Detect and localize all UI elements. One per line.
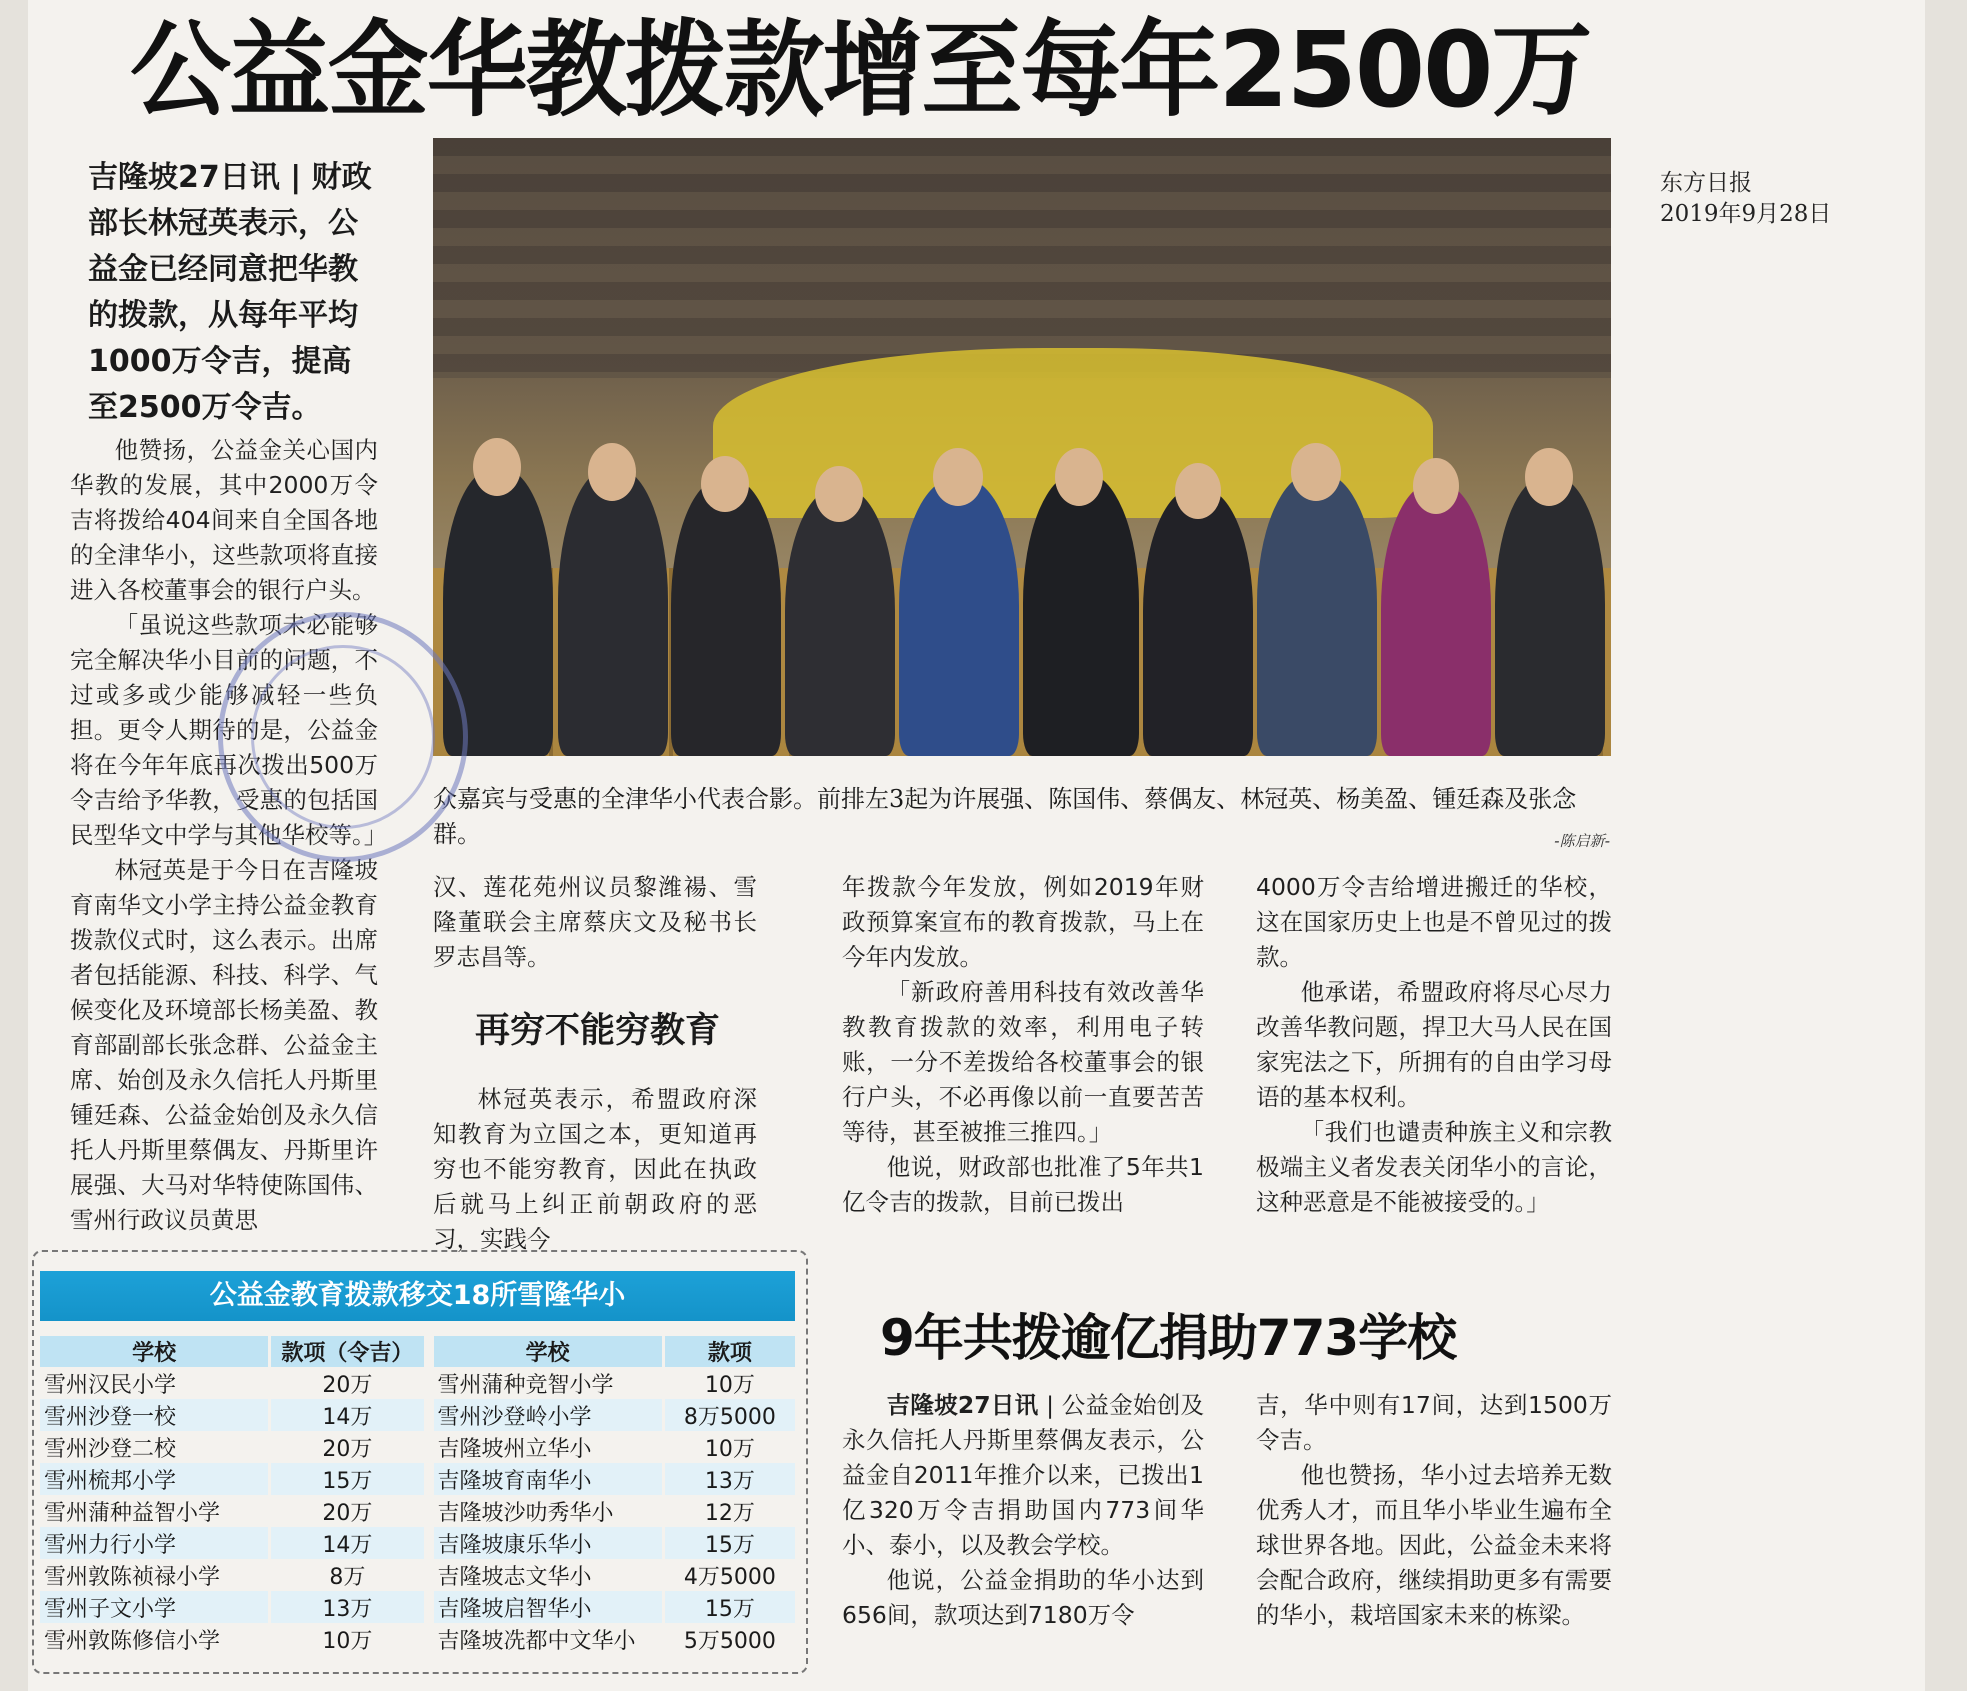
- table-row: [40, 1367, 795, 1399]
- article-column-2-continued: [433, 1082, 757, 1257]
- table-header: 款项: [663, 1336, 795, 1367]
- school-name-cell: 雪州汉民小学: [44, 1372, 177, 1398]
- subheading-1: 再穷不能穷教育: [475, 1011, 721, 1051]
- paragraph: 汉、莲花苑州议员黎潍禓、雪隆董联会主席蔡庆文及秘书长罗志昌等。: [433, 873, 757, 971]
- school-name-cell: 吉隆坡州立华小: [429, 1431, 664, 1463]
- photo-back-rows: [433, 138, 1611, 378]
- photo-front-head: [473, 438, 521, 496]
- photo-front-head: [701, 456, 749, 512]
- amount-cell: 13万: [270, 1591, 429, 1623]
- table-row: [40, 1559, 795, 1591]
- table-row: [40, 1495, 795, 1527]
- article-column-3: [842, 870, 1204, 1220]
- amount-cell: 15万: [270, 1463, 429, 1495]
- school-name-cell: 雪州沙登岭小学: [429, 1399, 664, 1431]
- school-name-cell: 吉隆坡育南华小: [429, 1463, 664, 1495]
- paragraph: 「新政府善用科技有效改善华教教育拨款的效率，利用电子转账，一分不差拨给各校董事会的银行户头，不必再像以前一直要苦苦等待，甚至被推三推四。」: [842, 978, 1204, 1146]
- table-header-row: [40, 1336, 795, 1367]
- paragraph: 林冠英是于今日在吉隆坡育南华文小学主持公益金教育拨款仪式时，这么表示。出席者包括能源、科技、科学、气候变化及环境部长杨美盈、教育部副部长张念群、公益金主席、始创及永久信托人丹斯里锺廷森、公益金始创及永久信托人丹斯里蔡偶友、丹斯里许展强、大马对华特使陈国伟、雪州行政议员黄思: [70, 856, 378, 1234]
- story2-separator: |: [1038, 1391, 1062, 1419]
- amount-cell: 8万5000: [663, 1399, 795, 1431]
- adjacent-article-remnant-right: [1925, 0, 1967, 1691]
- amount-cell: 13万: [663, 1463, 795, 1495]
- story2-column-a: [842, 1388, 1204, 1633]
- story2-dateline: 吉隆坡27日讯: [886, 1391, 1039, 1419]
- table-header: 学校: [40, 1336, 270, 1367]
- paragraph: 4000万令吉给增进搬迁的华校，这在国家历史上也是不曾见过的拨款。: [1256, 873, 1612, 971]
- photo-front-person: [1023, 473, 1139, 756]
- photo-front-person: [443, 468, 553, 756]
- table-header: 款项（令吉）: [270, 1336, 429, 1367]
- photo-front-person: [899, 478, 1019, 756]
- grant-table-title: 公益金教育拨款移交18所雪隆华小: [40, 1271, 795, 1321]
- school-name-cell: 吉隆坡沙叻秀华小: [429, 1495, 664, 1527]
- table-row: [40, 1463, 795, 1495]
- school-name-cell: 雪州蒲种竞智小学: [429, 1367, 664, 1399]
- school-name-cell: 雪州力行小学: [40, 1527, 270, 1559]
- paragraph: [842, 1388, 1204, 1563]
- school-name-cell: 雪州沙登一校: [40, 1399, 270, 1431]
- paragraph: 年拨款今年发放，例如2019年财政预算案宣布的教育拨款，马上在今年内发放。: [842, 873, 1204, 971]
- headline: 公益金华教拨款增至每年2500万: [130, 9, 1591, 131]
- amount-cell: 10万: [663, 1431, 795, 1463]
- school-name-cell: 雪州敦陈修信小学: [44, 1628, 221, 1654]
- photo-front-head: [815, 466, 863, 522]
- lede-dateline: 吉隆坡27日讯: [88, 160, 280, 195]
- source-paper: 东方日报: [1660, 170, 1752, 196]
- school-name-cell: 吉隆坡冼都中文华小: [429, 1623, 664, 1655]
- amount-cell: 10万: [270, 1623, 429, 1655]
- amount-cell: 15万: [663, 1527, 795, 1559]
- school-name-cell: 吉隆坡启智华小: [429, 1591, 664, 1623]
- photo-front-head: [1055, 448, 1103, 506]
- photo-front-head: [588, 443, 636, 501]
- source-info: [1660, 168, 1900, 230]
- amount-cell: 5万5000: [663, 1623, 795, 1655]
- photo-front-person: [1381, 483, 1491, 756]
- paragraph: 吉，华中则有17间，达到1500万令吉。: [1256, 1391, 1612, 1454]
- photo-credit: -陈启新-: [1554, 832, 1610, 850]
- subheading-2: 9年共拨逾亿捐助773学校: [880, 1309, 1457, 1367]
- school-name-cell: 雪州梳邦小学: [40, 1463, 270, 1495]
- photo-front-head: [1175, 463, 1221, 519]
- amount-cell: 20万: [270, 1495, 429, 1527]
- table-row: [40, 1431, 795, 1463]
- amount-cell: 14万: [270, 1399, 429, 1431]
- table-row: [40, 1623, 795, 1655]
- paragraph: 林冠英表示，希盟政府深知教育为立国之本，更知道再穷也不能穷教育，因此在执政后就马上纠正前朝政府的恶习，实践今: [433, 1085, 757, 1253]
- photo-front-head: [1525, 448, 1573, 506]
- amount-cell: 12万: [663, 1495, 795, 1527]
- story2-column-b: [1256, 1388, 1612, 1633]
- paragraph: 他说，财政部也批准了5年共1亿令吉的拨款，目前已拨出: [842, 1153, 1204, 1216]
- article-column-2: [433, 870, 757, 975]
- photo-front-person: [1257, 473, 1377, 756]
- paragraph: 他说，公益金捐助的华小达到656间，款项达到7180万令: [842, 1566, 1204, 1629]
- table-row: [40, 1399, 795, 1431]
- photo-front-person: [785, 488, 895, 756]
- lede-separator: |: [279, 160, 312, 195]
- amount-cell: 10万: [663, 1367, 795, 1399]
- lede-text: 财政部长林冠英表示，公益金已经同意把华教的拨款，从每年平均1000万令吉，提高至2500万令吉。: [88, 160, 372, 425]
- school-name-cell: 吉隆坡康乐华小: [429, 1527, 664, 1559]
- source-date: 2019年9月28日: [1660, 201, 1832, 227]
- adjacent-article-remnant-left: [0, 0, 28, 1691]
- article-column-1: [70, 433, 388, 1238]
- photo-front-person: [1495, 476, 1605, 756]
- photo-front-head: [933, 448, 983, 506]
- paragraph: 他承诺，希盟政府将尽心尽力改善华教问题，捍卫大马人民在国家宪法之下，所拥有的自由学习母语的基本权利。: [1256, 978, 1612, 1111]
- photo-front-person: [671, 478, 781, 756]
- lede-paragraph: [88, 155, 373, 431]
- amount-cell: 8万: [270, 1559, 429, 1591]
- school-name-cell: 雪州敦陈祯禄小学: [44, 1564, 221, 1590]
- table-row: [40, 1591, 795, 1623]
- photo-front-head: [1291, 443, 1341, 501]
- table-header: 学校: [429, 1336, 664, 1367]
- school-name-cell: 雪州沙登二校: [44, 1436, 177, 1462]
- school-name-cell: 吉隆坡志文华小: [429, 1559, 664, 1591]
- school-name-cell: 雪州子文小学: [40, 1591, 270, 1623]
- article-column-4: [1256, 870, 1612, 1220]
- amount-cell: 20万: [270, 1367, 429, 1399]
- table-row: [40, 1527, 795, 1559]
- amount-cell: 15万: [663, 1591, 795, 1623]
- paragraph: 他也赞扬，华小过去培养无数优秀人才，而且华小毕业生遍布全球世界各地。因此，公益金未来将会配合政府，继续捐助更多有需要的华小，栽培国家未来的栋梁。: [1256, 1461, 1612, 1629]
- grant-table: [40, 1336, 795, 1655]
- photo-front-person: [558, 468, 668, 756]
- paragraph: 「虽说这些款项未必能够完全解决华小目前的问题，不过或多或少能够减轻一些负担。更令人期待的是，公益金将在今年年底再次拨出500万令吉给予华教，受惠的包括国民型华文中学与其他华校等。」: [70, 611, 388, 849]
- paragraph: 「我们也谴责种族主义和宗教极端主义者发表关闭华小的言论，这种恶意是不能被接受的。」: [1256, 1118, 1612, 1216]
- amount-cell: 20万: [270, 1431, 429, 1463]
- school-name-cell: 雪州蒲种益智小学: [44, 1500, 221, 1526]
- photo-front-head: [1413, 458, 1459, 514]
- photo-front-person: [1143, 488, 1253, 756]
- paragraph: 他赞扬，公益金关心国内华教的发展，其中2000万令吉将拨给404间来自全国各地的全津华小，这些款项将直接进入各校董事会的银行户头。: [70, 436, 378, 604]
- amount-cell: 14万: [270, 1527, 429, 1559]
- photo-caption: 众嘉宾与受惠的全津华小代表合影。前排左3起为许展强、陈国伟、蔡偶友、林冠英、杨美盈、锺廷森及张念群。: [433, 785, 1577, 848]
- group-photo: [433, 138, 1611, 756]
- story2-lede: 公益金始创及永久信托人丹斯里蔡偶友表示，公益金自2011年推介以来，已拨出1亿320万令吉捐助国内773间华小、泰小，以及教会学校。: [842, 1391, 1205, 1559]
- amount-cell: 4万5000: [663, 1559, 795, 1591]
